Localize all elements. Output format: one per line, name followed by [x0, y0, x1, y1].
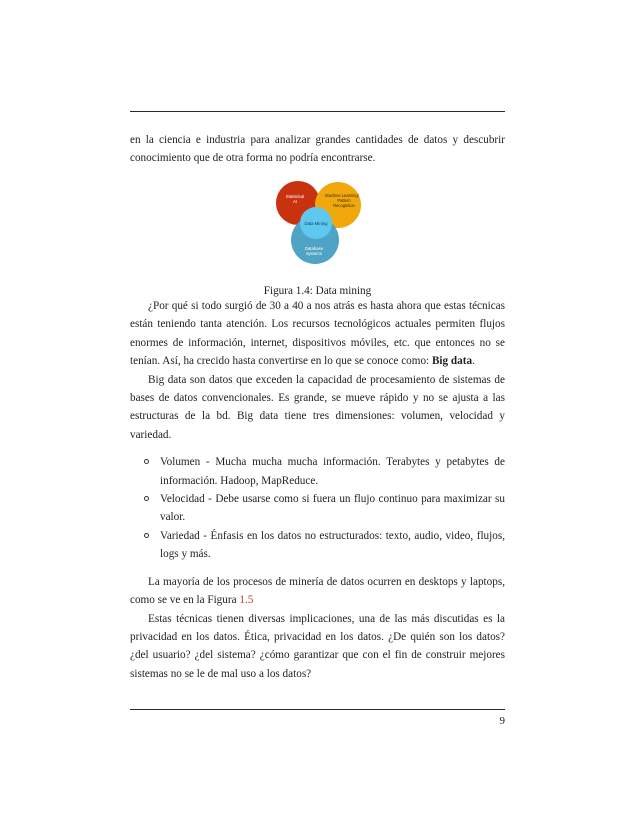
data-mining-venn-diagram	[270, 176, 366, 266]
statistical-ai-label-2: AI	[292, 199, 298, 204]
bullet-circle-icon	[144, 496, 149, 501]
body-text	[130, 297, 505, 683]
data-mining-label: Data Mining	[304, 221, 328, 226]
header-rule	[130, 111, 505, 112]
database-systems-label-1: Database	[304, 246, 324, 251]
list-item-text: Volumen - Mucha mucha mucha información. Terabytes y petabytes de información. Hadoop, MapReduce.	[160, 456, 505, 487]
bullet-circle-icon	[144, 533, 149, 538]
list-item	[130, 453, 505, 490]
figure-reference-link[interactable]: 1.5	[239, 594, 254, 607]
paragraph-text-end: .	[472, 355, 475, 368]
machine-learning-label-3: Recognition	[333, 203, 355, 208]
database-systems-label-2: systems	[306, 251, 322, 256]
paragraph-text: ¿Por qué si todo surgió de 30 a 40 a nos atrás es hasta ahora que estas técnicas están teniendo tanta atención. Los recursos tecnológicos actuales permiten flujos enormes de información, internet, dispositivos móviles, etc. que entonces no se tenían. Así, ha crecido hasta convertirse en lo que se conoce como:	[130, 300, 505, 368]
paragraph-data-mining-platforms	[130, 573, 505, 610]
dimensions-list	[130, 453, 505, 563]
paragraph-big-data-intro	[130, 297, 505, 371]
machine-learning-label-2: Pattern	[337, 198, 351, 203]
list-item	[130, 490, 505, 527]
figure-caption: Figura 1.4: Data mining	[263, 285, 372, 297]
machine-learning-label-1: Machine Learning/	[325, 193, 359, 198]
list-item	[130, 527, 505, 564]
statistical-ai-label-1: Statistical	[285, 194, 305, 199]
intro-paragraph	[130, 131, 505, 168]
list-item-text: Variedad - Énfasis en los datos no estructurados: texto, audio, video, flujos, logs y más.	[160, 529, 505, 561]
footer-rule	[130, 709, 505, 710]
paragraph-privacy: Estas técnicas tienen diversas implicaciones, una de las más discutidas es la privacidad en los datos. Ética, privacidad en los datos. ¿De quién son los datos? ¿del usuario? ¿del sistema? ¿cómo garantizar que con el fin de construir mejores sistemas no se le de mal uso a los datos?	[130, 612, 505, 680]
list-item-text: Velocidad - Debe usarse como si fuera un flujo continuo para maximizar su valor.	[160, 493, 505, 524]
paragraph-big-data-definition: Big data son datos que exceden la capacidad de procesamiento de sistemas de bases de datos convencionales. Es grande, se mueve rápido y no se ajusta a las estructuras de la bd. Big data tiene tres dimensiones: volumen, velocidad y variedad.	[130, 373, 505, 441]
bullet-circle-icon	[144, 459, 149, 464]
paragraph-text: La mayoría de los procesos de minería de datos ocurren en desktops y laptops, como se ve en la Figura	[130, 575, 505, 607]
big-data-term: Big data	[431, 355, 473, 368]
intro-text: en la ciencia e industria para analizar grandes cantidades de datos y descubrir conocimiento que de otra forma no podría encontrarse.	[130, 134, 505, 165]
page-number: 9	[499, 715, 505, 727]
